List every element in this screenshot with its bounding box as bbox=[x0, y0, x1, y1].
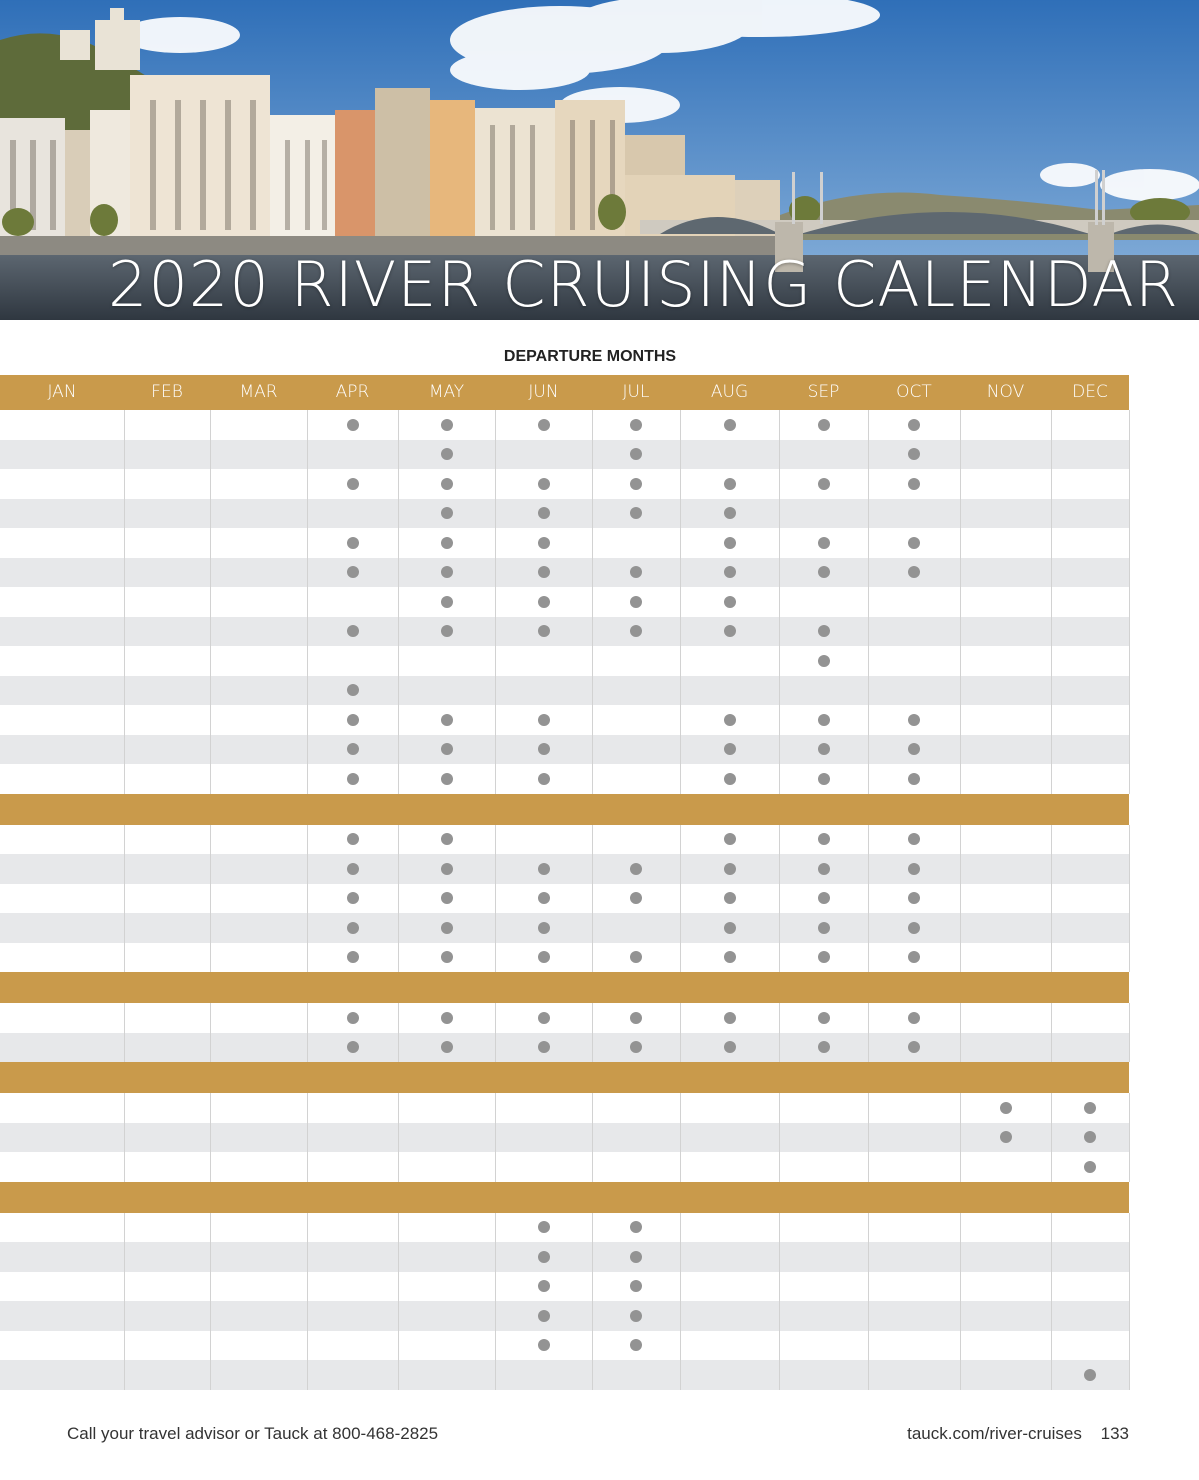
column-divider bbox=[495, 1003, 496, 1062]
column-divider bbox=[210, 1213, 211, 1390]
departure-dot-sep bbox=[818, 1012, 830, 1024]
departure-dot-may bbox=[441, 833, 453, 845]
column-divider bbox=[495, 410, 496, 794]
departure-dot-jun bbox=[538, 892, 550, 904]
column-divider bbox=[124, 1003, 125, 1062]
column-divider bbox=[960, 1213, 961, 1390]
departure-dot-aug bbox=[724, 1041, 736, 1053]
column-divider bbox=[124, 410, 125, 794]
departure-dot-may bbox=[441, 448, 453, 460]
departure-dot-sep bbox=[818, 419, 830, 431]
departure-dot-sep bbox=[818, 537, 830, 549]
departure-dot-may bbox=[441, 507, 453, 519]
column-divider bbox=[124, 825, 125, 973]
departure-dot-jun bbox=[538, 596, 550, 608]
departure-dot-jun bbox=[538, 1041, 550, 1053]
column-divider bbox=[495, 1213, 496, 1390]
column-divider bbox=[495, 825, 496, 973]
departure-dot-jul bbox=[630, 1012, 642, 1024]
departure-dot-aug bbox=[724, 922, 736, 934]
departure-dot-jul bbox=[630, 419, 642, 431]
departure-dot-jun bbox=[538, 1310, 550, 1322]
departure-dot-jul bbox=[630, 1310, 642, 1322]
departure-dot-jun bbox=[538, 419, 550, 431]
column-divider bbox=[495, 1093, 496, 1182]
departure-dot-nov bbox=[1000, 1102, 1012, 1114]
column-divider bbox=[398, 1213, 399, 1390]
departure-dot-aug bbox=[724, 507, 736, 519]
departure-dot-apr bbox=[347, 833, 359, 845]
departure-dot-sep bbox=[818, 773, 830, 785]
section-band bbox=[0, 1062, 1129, 1093]
departure-dot-jun bbox=[538, 537, 550, 549]
departure-dot-jun bbox=[538, 714, 550, 726]
departure-dot-apr bbox=[347, 922, 359, 934]
departure-dot-oct bbox=[908, 922, 920, 934]
section-band bbox=[0, 794, 1129, 825]
column-divider bbox=[210, 1093, 211, 1182]
departure-dot-oct bbox=[908, 419, 920, 431]
column-divider bbox=[1129, 1003, 1130, 1062]
column-divider bbox=[960, 410, 961, 794]
departure-dot-may bbox=[441, 537, 453, 549]
column-divider bbox=[680, 1213, 681, 1390]
departure-dot-sep bbox=[818, 833, 830, 845]
departure-dot-aug bbox=[724, 625, 736, 637]
departure-dot-sep bbox=[818, 478, 830, 490]
departure-dot-aug bbox=[724, 596, 736, 608]
column-divider bbox=[680, 1003, 681, 1062]
departure-dot-sep bbox=[818, 566, 830, 578]
departure-dot-apr bbox=[347, 537, 359, 549]
column-divider bbox=[960, 825, 961, 973]
column-divider bbox=[779, 1093, 780, 1182]
departure-dot-may bbox=[441, 419, 453, 431]
month-label-nov: NOV bbox=[986, 382, 1025, 402]
departure-dot-apr bbox=[347, 625, 359, 637]
departure-dot-sep bbox=[818, 714, 830, 726]
hero-banner bbox=[0, 0, 1199, 320]
section-band bbox=[0, 972, 1129, 1003]
departure-dot-apr bbox=[347, 743, 359, 755]
departure-dot-nov bbox=[1000, 1131, 1012, 1143]
column-divider bbox=[398, 1003, 399, 1062]
column-divider bbox=[779, 1003, 780, 1062]
departure-dot-oct bbox=[908, 1012, 920, 1024]
month-label-aug: AUG bbox=[710, 382, 749, 402]
departure-dot-may bbox=[441, 625, 453, 637]
departure-dot-oct bbox=[908, 537, 920, 549]
page-title: 2020 RIVER CRUISING CALENDAR bbox=[108, 248, 1179, 320]
departure-dot-aug bbox=[724, 743, 736, 755]
departure-dot-jun bbox=[538, 507, 550, 519]
departure-dot-apr bbox=[347, 1041, 359, 1053]
departure-dot-jun bbox=[538, 1339, 550, 1351]
departure-dot-apr bbox=[347, 773, 359, 785]
departure-dot-aug bbox=[724, 773, 736, 785]
departure-dot-dec bbox=[1084, 1102, 1096, 1114]
month-label-mar: MAR bbox=[239, 382, 278, 402]
departure-dot-aug bbox=[724, 537, 736, 549]
departure-dot-aug bbox=[724, 833, 736, 845]
column-divider bbox=[307, 1003, 308, 1062]
month-label-oct: OCT bbox=[896, 382, 932, 402]
departure-dot-aug bbox=[724, 419, 736, 431]
departure-dot-aug bbox=[724, 951, 736, 963]
column-divider bbox=[680, 1093, 681, 1182]
column-divider bbox=[1129, 1213, 1130, 1390]
departure-dot-jun bbox=[538, 863, 550, 875]
column-divider bbox=[680, 410, 681, 794]
departure-dot-apr bbox=[347, 684, 359, 696]
column-divider bbox=[307, 1213, 308, 1390]
departure-dot-may bbox=[441, 714, 453, 726]
column-divider bbox=[592, 410, 593, 794]
column-divider bbox=[868, 410, 869, 794]
departure-dot-jul bbox=[630, 1251, 642, 1263]
column-divider bbox=[210, 410, 211, 794]
column-divider bbox=[1129, 825, 1130, 973]
departure-dot-aug bbox=[724, 566, 736, 578]
section-heading: DEPARTURE MONTHS bbox=[503, 348, 677, 365]
month-label-jan: JAN bbox=[47, 382, 77, 402]
month-label-apr: APR bbox=[335, 382, 370, 402]
departure-dot-apr bbox=[347, 863, 359, 875]
departure-dot-jun bbox=[538, 478, 550, 490]
column-divider bbox=[680, 825, 681, 973]
departure-dot-apr bbox=[347, 714, 359, 726]
column-divider bbox=[307, 825, 308, 973]
section-band bbox=[0, 1182, 1129, 1213]
month-label-jul: JUL bbox=[622, 382, 650, 402]
departure-dot-sep bbox=[818, 951, 830, 963]
departure-dot-jun bbox=[538, 1012, 550, 1024]
column-divider bbox=[210, 1003, 211, 1062]
footer-contact: Call your travel advisor or Tauck at 800-468-2825 bbox=[67, 1424, 439, 1443]
column-divider bbox=[1051, 1213, 1052, 1390]
departure-dot-jun bbox=[538, 951, 550, 963]
column-divider bbox=[124, 1093, 125, 1182]
departure-dot-apr bbox=[347, 566, 359, 578]
column-divider bbox=[307, 1093, 308, 1182]
departure-dot-may bbox=[441, 596, 453, 608]
departure-dot-jul bbox=[630, 863, 642, 875]
page-number: 133 bbox=[1100, 1424, 1129, 1443]
column-divider bbox=[1129, 410, 1130, 794]
departure-dot-oct bbox=[908, 773, 920, 785]
month-label-feb: FEB bbox=[151, 382, 183, 402]
column-divider bbox=[307, 410, 308, 794]
departure-dot-may bbox=[441, 478, 453, 490]
departure-dot-may bbox=[441, 566, 453, 578]
footer-right bbox=[907, 1424, 1129, 1444]
column-divider bbox=[592, 825, 593, 973]
column-divider bbox=[1051, 825, 1052, 973]
departure-dot-sep bbox=[818, 625, 830, 637]
column-divider bbox=[398, 825, 399, 973]
column-divider bbox=[868, 1093, 869, 1182]
departure-dot-aug bbox=[724, 863, 736, 875]
departure-dot-may bbox=[441, 922, 453, 934]
month-label-may: MAY bbox=[428, 382, 465, 402]
departure-dot-oct bbox=[908, 714, 920, 726]
departure-dot-jun bbox=[538, 1280, 550, 1292]
departure-dot-oct bbox=[908, 863, 920, 875]
column-divider bbox=[868, 1213, 869, 1390]
departure-dot-may bbox=[441, 892, 453, 904]
departure-calendar bbox=[0, 375, 1129, 1410]
departure-dot-oct bbox=[908, 478, 920, 490]
departure-dot-sep bbox=[818, 1041, 830, 1053]
departure-dot-aug bbox=[724, 892, 736, 904]
column-divider bbox=[1051, 410, 1052, 794]
departure-dot-jun bbox=[538, 566, 550, 578]
departure-dot-may bbox=[441, 1041, 453, 1053]
departure-dot-aug bbox=[724, 1012, 736, 1024]
column-divider bbox=[398, 1093, 399, 1182]
column-divider bbox=[592, 1093, 593, 1182]
departure-dot-jun bbox=[538, 625, 550, 637]
footer-url-link[interactable]: tauck.com/river-cruises bbox=[907, 1424, 1082, 1443]
departure-dot-sep bbox=[818, 743, 830, 755]
departure-dot-may bbox=[441, 1012, 453, 1024]
month-label-dec: DEC bbox=[1072, 382, 1108, 402]
column-divider bbox=[960, 1003, 961, 1062]
column-divider bbox=[1051, 1093, 1052, 1182]
column-divider bbox=[1129, 1093, 1130, 1182]
departure-dot-dec bbox=[1084, 1161, 1096, 1173]
departure-dot-may bbox=[441, 863, 453, 875]
departure-dot-dec bbox=[1084, 1369, 1096, 1381]
column-divider bbox=[868, 825, 869, 973]
departure-dot-jul bbox=[630, 596, 642, 608]
departure-dot-apr bbox=[347, 892, 359, 904]
column-divider bbox=[779, 1213, 780, 1390]
departure-dot-sep bbox=[818, 863, 830, 875]
departure-dot-apr bbox=[347, 951, 359, 963]
month-label-jun: JUN bbox=[528, 382, 559, 402]
departure-dot-may bbox=[441, 951, 453, 963]
departure-dot-may bbox=[441, 743, 453, 755]
column-divider bbox=[779, 410, 780, 794]
departure-dot-sep bbox=[818, 922, 830, 934]
column-divider bbox=[592, 1003, 593, 1062]
column-divider bbox=[1051, 1003, 1052, 1062]
column-divider bbox=[592, 1213, 593, 1390]
departure-dot-apr bbox=[347, 419, 359, 431]
month-label-sep: SEP bbox=[807, 382, 840, 402]
column-divider bbox=[868, 1003, 869, 1062]
column-divider bbox=[124, 1213, 125, 1390]
departure-dot-sep bbox=[818, 655, 830, 667]
departure-dot-jun bbox=[538, 1251, 550, 1263]
departure-dot-sep bbox=[818, 892, 830, 904]
departure-dot-apr bbox=[347, 478, 359, 490]
column-divider bbox=[210, 825, 211, 973]
departure-dot-aug bbox=[724, 478, 736, 490]
month-header bbox=[0, 375, 1129, 410]
departure-dot-apr bbox=[347, 1012, 359, 1024]
column-divider bbox=[398, 410, 399, 794]
departure-dot-aug bbox=[724, 714, 736, 726]
departure-dot-jul bbox=[630, 478, 642, 490]
column-divider bbox=[779, 825, 780, 973]
departure-dot-jun bbox=[538, 773, 550, 785]
departure-dot-jun bbox=[538, 1221, 550, 1233]
departure-dot-jun bbox=[538, 743, 550, 755]
column-divider bbox=[960, 1093, 961, 1182]
departure-dot-may bbox=[441, 773, 453, 785]
departure-dot-jun bbox=[538, 922, 550, 934]
